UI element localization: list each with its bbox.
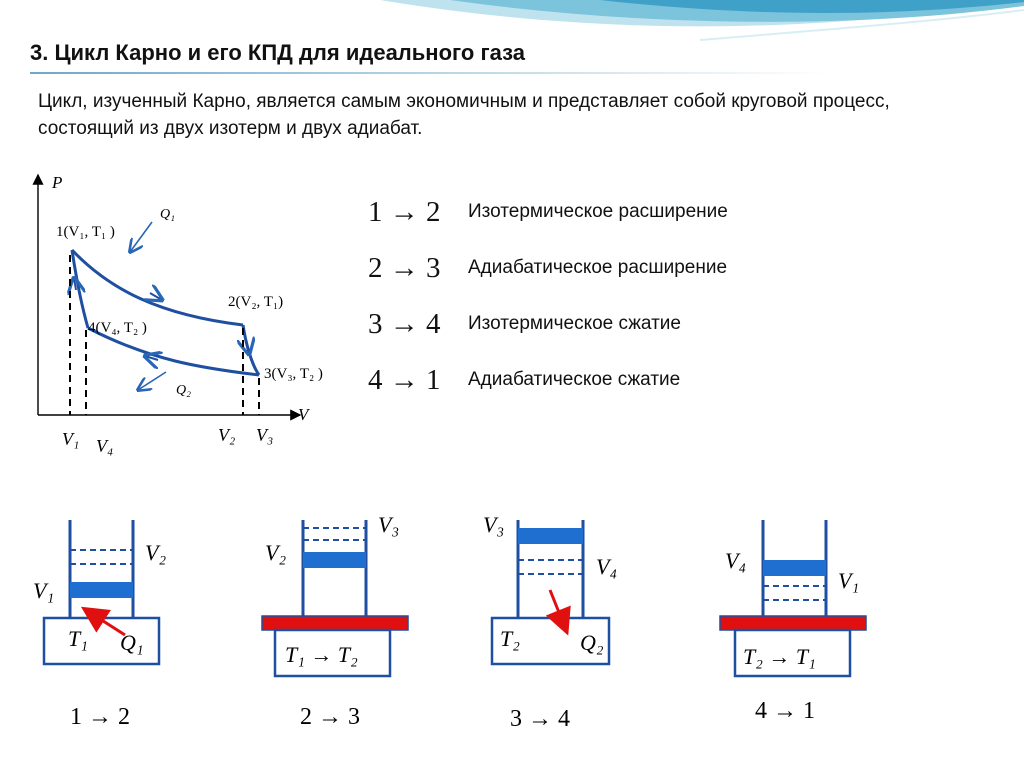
point-4-label: 4(V₄, T₂ ) — [88, 320, 147, 336]
piston — [763, 560, 826, 576]
process-number: 3 → 4 — [368, 307, 441, 340]
process-description: Адиабатическое сжатие — [468, 369, 681, 390]
v4-label: V₄ — [596, 554, 618, 579]
process-number: 2 → 3 — [368, 251, 441, 284]
v3-label: V₃ — [378, 512, 400, 537]
p-axis-label: P — [52, 173, 63, 192]
v3-label: V₃ — [483, 512, 505, 537]
v-axis-label: V — [298, 405, 309, 424]
q1-arrow — [130, 222, 152, 252]
q2-label: Q₂ — [580, 630, 604, 655]
process-row-4-1 — [368, 360, 680, 400]
q2-arrow — [138, 372, 166, 390]
v2-label: V₂ — [145, 540, 167, 565]
pv-diagram — [0, 160, 360, 470]
process-row-2-3 — [368, 248, 727, 288]
piston — [303, 552, 366, 568]
heater-plate — [720, 616, 866, 630]
process-caption: 3 → 4 — [510, 706, 570, 732]
process-row-3-4 — [368, 304, 681, 344]
isotherm-1-2 — [72, 250, 243, 325]
point-1-label: 1(V₁, T₁ ) — [56, 224, 115, 240]
point-2-label: 2(V₂, T₁) — [228, 294, 284, 310]
v1-label: V₁ — [838, 568, 860, 593]
process-description: Изотермическое расширение — [468, 201, 728, 222]
piston — [518, 528, 583, 544]
temperature-transition: T₁ → T₂ — [285, 642, 358, 667]
v1-label: V₁ — [33, 578, 55, 603]
q1-label: Q₁ — [120, 630, 144, 655]
v2-label: V₂ — [218, 425, 236, 445]
process-description: Адиабатическое расширение — [468, 257, 728, 278]
v3-label: V₃ — [256, 425, 274, 445]
q1-label: Q₁ — [160, 207, 175, 222]
cylinder-1-2 — [33, 520, 166, 730]
cylinder-diagrams — [0, 500, 1024, 760]
slide-title: 3. Цикл Карно и его КПД для идеального газа — [30, 40, 525, 65]
cylinder-3-4 — [483, 512, 617, 732]
point-3-label: 3(V₃, T₂ ) — [264, 366, 323, 382]
t1-label: T₁ — [68, 626, 88, 651]
process-caption: 1 → 2 — [70, 704, 130, 730]
process-number: 4 → 1 — [368, 363, 441, 396]
adiabat-2-3 — [243, 325, 259, 375]
arrow-1-2 — [150, 293, 162, 300]
cylinder-2-3 — [262, 512, 408, 730]
cylinder-4-1 — [720, 520, 866, 724]
title-underline — [30, 72, 830, 74]
v2-label: V₂ — [265, 540, 287, 565]
v4-label: V₄ — [96, 436, 114, 456]
v4-label: V₄ — [725, 548, 747, 573]
heater-plate — [262, 616, 408, 630]
temperature-transition: T₂ → T₁ — [743, 644, 816, 669]
process-number: 1 → 2 — [368, 195, 441, 228]
intro-text: Цикл, изученный Карно, является самым экономичным и представляет собой круговой процесс, состоящий из двух изотерм и двух адиабат. — [38, 91, 890, 139]
t2-label: T₂ — [500, 626, 520, 651]
process-caption: 2 → 3 — [300, 704, 360, 730]
v1-label: V₁ — [62, 429, 80, 449]
process-row-1-2 — [368, 192, 728, 232]
q2-label: Q₂ — [176, 383, 191, 398]
process-caption: 4 → 1 — [755, 698, 815, 724]
heat-arrow — [550, 590, 566, 630]
process-description: Изотермическое сжатие — [468, 313, 681, 334]
piston — [70, 582, 133, 598]
